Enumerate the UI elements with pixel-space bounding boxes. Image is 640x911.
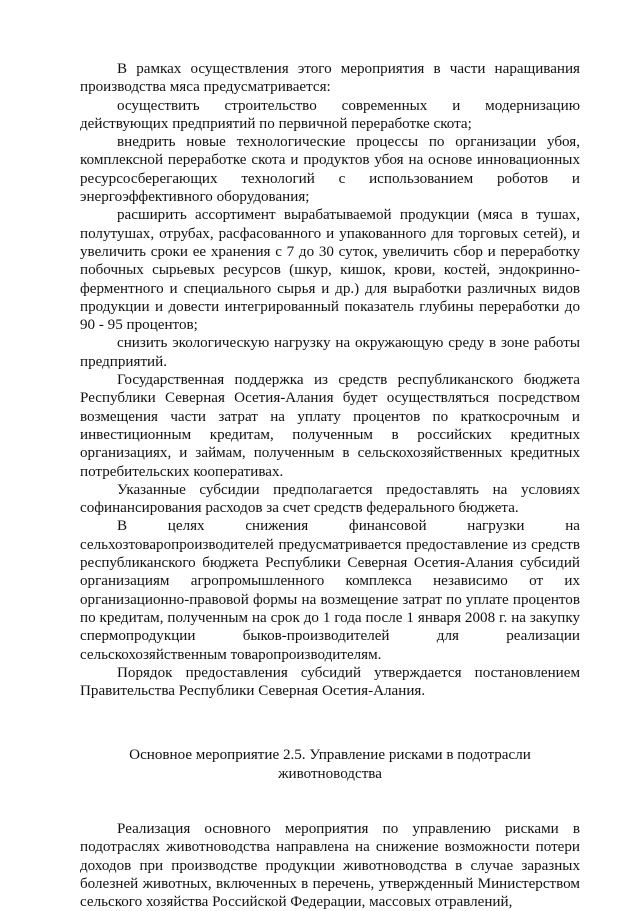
paragraph-item-ecology: снизить экологическую нагрузку на окружающую среду в зоне работы предприятий. <box>80 335 580 370</box>
paragraph-risk-management: Реализация основного мероприятия по управлению рисками в подотраслях животноводства направлена на снижение возможности потери доходов при производстве продукции животноводства в случае заразных болезней животных, включенных в перечень, утвержденный Министерством сельского хозяйства Российской Федерации, массовых отравлений, <box>80 820 580 911</box>
paragraph-intro: В рамках осуществления этого мероприятия в части наращивания производства мяса предусматривается: <box>80 61 580 96</box>
section-heading: Основное мероприятие 2.5. Управление рисками в подотрасли животноводства <box>129 747 531 782</box>
paragraph-item-construction: осуществить строительство современных и модернизацию действующих предприятий по первичной переработке скота; <box>80 97 580 132</box>
document-page <box>80 60 580 911</box>
paragraph-state-support: Государственная поддержка из средств республиканского бюджета Республики Северная Осетия-Алания будет осуществляться посредством возмещения части затрат на уплату процентов по краткосрочным и инвестиционным кредитам, полученным в российских кредитных организациях, и займам, полученным в сельскохозяйственных кредитных потребительских кооперативах. <box>80 372 580 480</box>
paragraph-item-technology: внедрить новые технологические процессы по организации убоя, комплексной переработке скота и продуктов убоя на основе инновационных ресурсосберегающих технологий с использованием роботов и энергоэффективного оборудования; <box>80 134 580 206</box>
paragraph-subsidies-cofinancing: Указанные субсидии предполагается предоставлять на условиях софинансирования расходов за счет средств федерального бюджета. <box>80 481 580 517</box>
section-spacer <box>80 700 580 746</box>
paragraph-procedure: Порядок предоставления субсидий утверждается постановлением Правительства Республики Северная Осетия-Алания. <box>80 664 580 700</box>
paragraph-financial-burden: В целях снижения финансовой нагрузки на сельхозтоваропроизводителей предусматривается предоставление из средств республиканского бюджета Республики Северная Осетия-Алания субсидий организациям агропромышленного комплекса независимо от их организационно-правовой формы на возмещение затрат по уплате процентов по кредитам, полученным на срок до 1 года после 1 января 2008 г. на закупку спермопродукции быков-производителей для реализации сельскохозяйственным товаропроизводителям. <box>80 518 580 663</box>
section-spacer <box>80 783 580 820</box>
paragraph-item-assortment: расширить ассортимент вырабатываемой продукции (мяса в тушах, полутушах, отрубах, расфасованного и упакованного для торговых сетей), и увеличить сроки ее хранения с 7 до 30 суток, увеличить сбор и переработку побочных сырьевых ресурсов (шкур, кишок, крови, костей, эндокринно-ферментного и специального сырья и др.) для выработки различных видов продукции и довести интегрированный показатель глубины переработки до 90 - 95 процентов; <box>80 207 580 334</box>
